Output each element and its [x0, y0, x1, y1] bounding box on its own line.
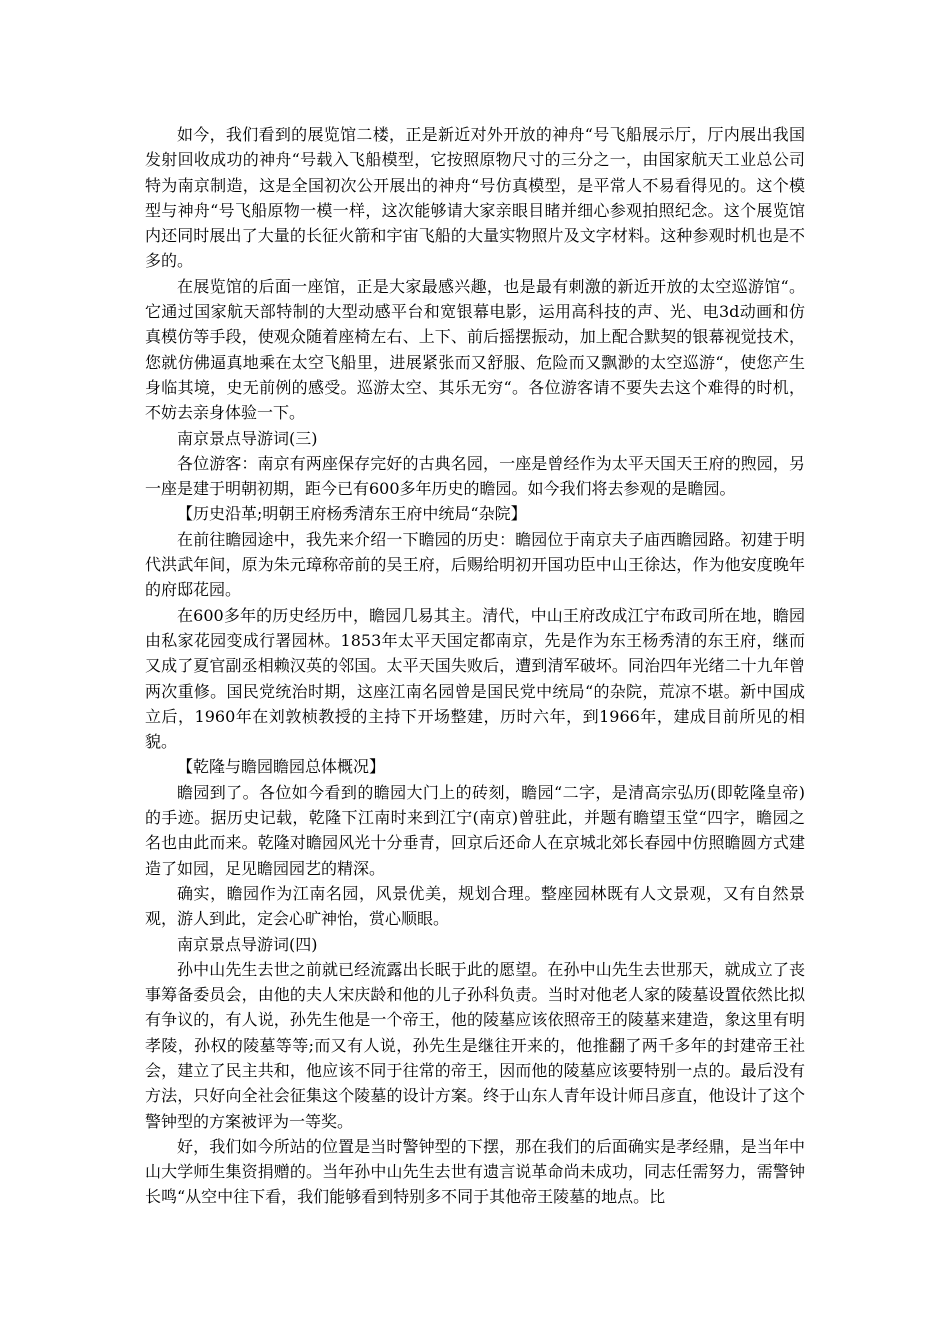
subheading-history: 【历史沿革;明朝王府杨秀清东王府中统局“杂院】	[177, 504, 527, 524]
paragraph-sun-yatsen-mausoleum: 孙中山先生去世之前就已经流露出长眠于此的愿望。在孙中山先生去世那天，就成立了丧事筹备委员会，由他的夫人宋庆龄和他的儿子孙科负责。当时对他老人家的陵墓设置依然比拟有争议的，有人说，孙先生他是一个帝王，他的陵墓应该依照帝王的陵墓来建造，象这里有明孝陵，孙权的陵墓等等;而又有人说，孙先生是继往开来的，他推翻了两千多年的封建帝王社会，建立了民主共和，他应该不同于往常的帝王，因而他的陵墓应该要特别一点的。最后没有方法，只好向全社会征集这个陵墓的设计方案。终于山东人青年设计师吕彦直，他设计了这个警钟型的方案被评为一等奖。	[145, 959, 805, 1131]
subheading-qianlong: 【乾隆与瞻园瞻园总体概况】	[177, 757, 386, 777]
paragraph-history-600-years: 在600多年的历史经历中，瞻园几易其主。清代，中山王府改成江宁布政司所在地，瞻园由私家花园变成行署园林。1853年太平天国定都南京，先是作为东王杨秀清的东王府，继而又成了夏官副丞相赖汉英的邻国。太平天国失败后，遭到清军破坏。同治四年光绪二十九年曾两次重修。国民党统治时期，这座江南名园曾是国民党中统局“的杂院，荒凉不堪。新中国成立后，1960年在刘敦桢教授的主持下开场整建，历时六年，到1966年，建成目前所见的相貌。	[145, 605, 805, 752]
paragraph-space-tour-hall: 在展览馆的后面一座馆，正是大家最感兴趣，也是最有刺激的新近开放的太空巡游馆“。它通过国家航天部特制的大型动感平台和宽银幕电影，运用高科技的声、光、电3d动画和仿真模仿等手段，使观众随着座椅左右、上下、前后摇摆振动，加上配合默契的银幕视觉技术，您就仿佛逼真地乘在太空飞船里，进展紧张而又舒服、危险而又飘渺的太空巡游“，使您产生身临其境，史无前例的感受。巡游太空、其乐无穷“。各位游客请不要失去这个难得的时机，不妨去亲身体验一下。	[145, 276, 805, 423]
document-body	[145, 122, 805, 1210]
paragraph-bell-position: 好，我们如今所站的位置是当时警钟型的下摆，那在我们的后面确实是孝经鼎，是当年中山大学师生集资捐赠的。当年孙中山先生去世有遗言说革命尚未成功，同志任需努力，需警钟长鸣“从空中往下看，我们能够看到特别多不同于其他帝王陵墓的地点。比	[145, 1136, 805, 1207]
section-heading-4: 南京景点导游词(四)	[177, 934, 318, 954]
section-heading-3: 南京景点导游词(三)	[177, 428, 318, 448]
paragraph-shenzhou-hall: 如今，我们看到的展览馆二楼，正是新近对外开放的神舟“号飞船展示厅，厅内展出我国发射回收成功的神舟“号载入飞船模型，它按照原物尺寸的三分之一，由国家航天工业总公司特为南京制造，这是全国初次公开展出的神舟“号仿真模型，是平常人不易看得见的。这个模型与神舟“号飞船原物一模一样，这次能够请大家亲眼目睹并细心参观拍照纪念。这个展览馆内还同时展出了大量的长征火箭和宇宙飞船的大量实物照片及文字材料。这种参观时机也是不多的。	[145, 125, 805, 271]
paragraph-scenery: 确实，瞻园作为江南名园，风景优美，规划合理。整座园林既有人文景观，又有自然景观，游人到此，定会心旷神怡，赏心顺眼。	[145, 883, 805, 929]
paragraph-history-origin: 在前往瞻园途中，我先来介绍一下瞻园的历史：瞻园位于南京夫子庙西瞻园路。初建于明代洪武年间，原为朱元璋称帝前的吴王府，后赐给明初开国功臣中山王徐达，作为他安度晚年的府邸花园。	[145, 529, 805, 600]
paragraph-intro-zhanyuan: 各位游客：南京有两座保存完好的古典名园，一座是曾经作为太平天国天王府的煦园，另一座是建于明朝初期，距今已有600多年历史的瞻园。如今我们将去参观的是瞻园。	[145, 453, 805, 499]
paragraph-qianlong: 瞻园到了。各位如今看到的瞻园大门上的砖刻，瞻园“二字，是清高宗弘历(即乾隆皇帝)的手迹。据历史记载，乾隆下江南时来到江宁(南京)曾驻此，并题有瞻望玉堂“四字，瞻园之名也由此而来。乾隆对瞻园风光十分垂青，回京后还命人在京城北郊长春园中仿照瞻圆方式建造了如园，足见瞻园园艺的精深。	[145, 782, 805, 878]
